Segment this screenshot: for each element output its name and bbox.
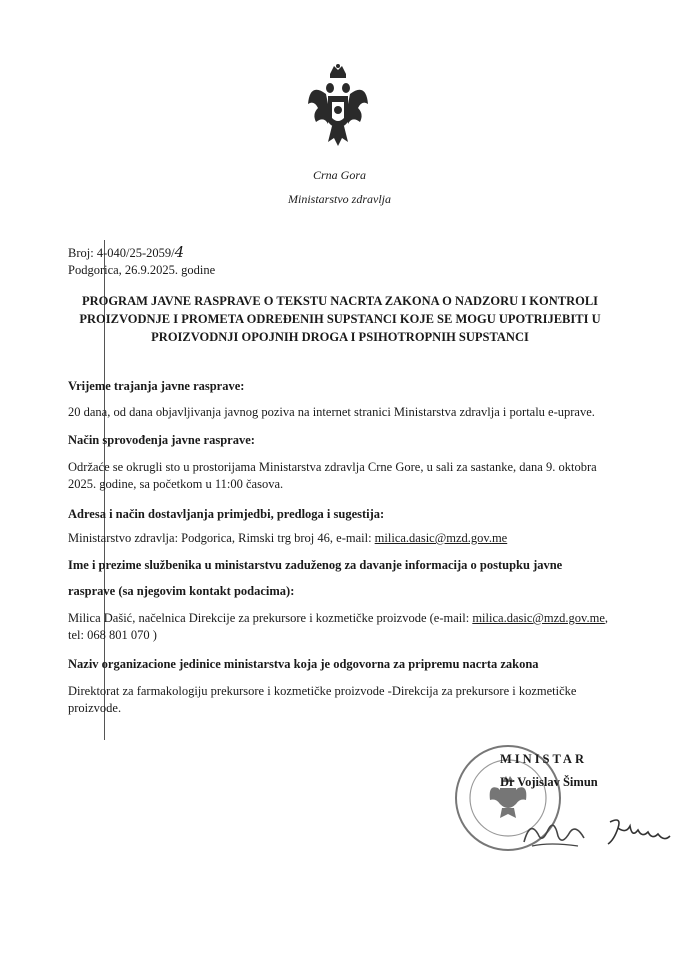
coat-of-arms-icon	[306, 64, 370, 152]
reference-number: Broj: 4-040/25-2059/4	[68, 243, 185, 261]
handwritten-number: 4	[174, 243, 185, 261]
contact-heading-line1: Ime i prezime službenika u ministarstvu zaduženog za davanje informacija o postupku javne	[68, 558, 563, 572]
signatory-name: Dr Vojislav Šimun	[500, 775, 598, 789]
signatory-title: MINISTAR	[500, 752, 587, 766]
duration-text: 20 dana, od dana objavljivanja javnog poziva na internet stranici Ministarstva zdravlja i portalu e-uprave.	[68, 405, 595, 419]
ministry-name: Ministarstvo zdravlja	[287, 192, 391, 206]
address-heading: Adresa i način dostavljanja primjedbi, predloga i sugestija:	[68, 507, 385, 521]
handwritten-signature-2	[604, 814, 674, 850]
country-name: Crna Gora	[312, 168, 366, 182]
contact-email-link[interactable]: milica.dasic@mzd.gov.me	[472, 611, 605, 625]
method-heading: Način sprovođenja javne rasprave:	[68, 433, 255, 447]
unit-heading: Naziv organizacione jedinice ministarstva koja je odgovorna za pripremu nacrta zakona	[68, 657, 539, 671]
document-title: PROGRAM JAVNE RASPRAVE O TEKSTU NACRTA ZAKONA O NADZORU I KONTROLI PROIZVODNJE I PROMETA ODREĐENIH SUPSTANCI KOJE SE MOGU UPOTRIJEBITI U PROIZVODNJI OPOJNIH DROGA I PSIHOTROPNIH SUPSTANCI	[79, 294, 601, 344]
duration-heading: Vrijeme trajanja javne rasprave:	[68, 379, 245, 393]
handwritten-signature-1	[520, 812, 590, 852]
method-text: Održaće se okrugli sto u prostorijama Ministarstva zdravlja Crne Gore, u sali za sastanke, dana 9. oktobra 2025. godine, sa početkom u 11:00 časova.	[68, 460, 597, 491]
unit-text: Direktorat za farmakologiju prekursore i kozmetičke proizvode -Direkcija za prekursore i kozmetičke proizvode.	[68, 684, 577, 715]
reference-block	[68, 244, 215, 279]
signature-block	[500, 752, 598, 790]
contact-heading-line2: rasprave (sa njegovim kontakt podacima):	[68, 584, 295, 598]
contact-text: Milica Dašić, načelnica Direkcije za prekursore i kozmetičke proizvode (e-mail: milica.dasic@mzd.gov.me, tel: 068 801 070 )	[68, 611, 608, 642]
address-text: Ministarstvo zdravlja: Podgorica, Rimski trg broj 46, e-mail: milica.dasic@mzd.gov.me	[68, 531, 508, 545]
address-email-link[interactable]: milica.dasic@mzd.gov.me	[374, 531, 508, 545]
place-date: Podgorica, 26.9.2025. godine	[68, 263, 216, 277]
